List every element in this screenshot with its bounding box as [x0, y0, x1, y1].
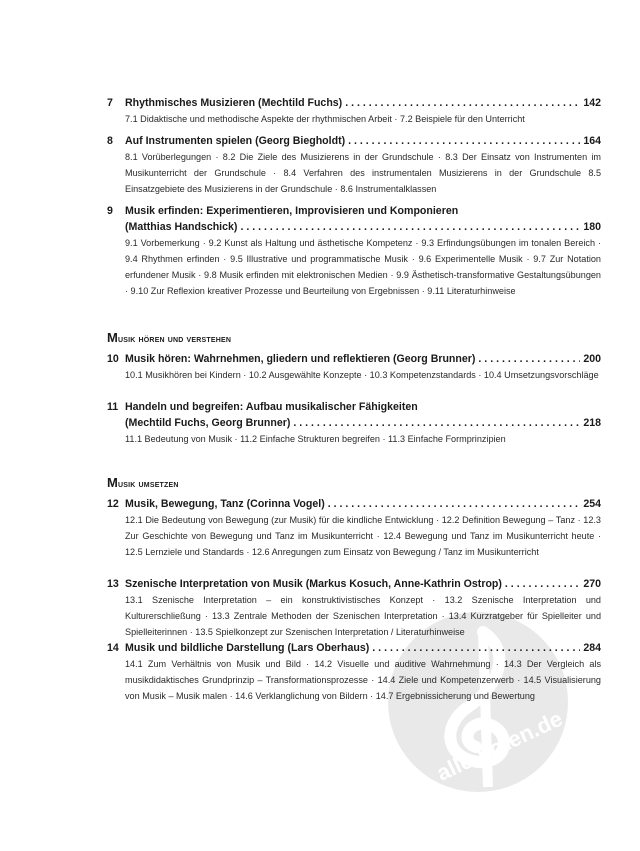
- dot-leader: [328, 496, 581, 512]
- dot-leader: [345, 95, 580, 111]
- page-number: 142: [583, 97, 601, 109]
- toc-entry-9[interactable]: [107, 203, 601, 299]
- chapter-title[interactable]: Musik erfinden: Experimentieren, Improvisieren und Komponieren: [125, 205, 459, 217]
- chapter-title[interactable]: Handeln und begreifen: Aufbau musikalischer Fähigkeiten: [125, 401, 418, 413]
- toc-entry-12[interactable]: [107, 496, 601, 560]
- page-number: 180: [583, 221, 601, 233]
- toc-entry-7[interactable]: [107, 95, 601, 127]
- chapter-number: 9: [107, 205, 113, 217]
- toc-entry-13[interactable]: [107, 576, 601, 640]
- chapter-number: 10: [107, 353, 119, 365]
- toc-entry-10[interactable]: [107, 351, 601, 383]
- subsections: 10.1 Musikhören bei Kindern · 10.2 Ausgewählte Konzepte · 10.3 Kompetenzstandards · 10.4 Umsetzungsvorschläge: [125, 370, 599, 380]
- section-initial: M: [107, 475, 119, 490]
- chapter-number: 8: [107, 135, 113, 147]
- chapter-title[interactable]: Musik, Bewegung, Tanz (Corinna Vogel): [125, 498, 325, 510]
- chapter-number: 13: [107, 578, 119, 590]
- page-number: 270: [583, 578, 601, 590]
- toc-entry-11[interactable]: [107, 399, 601, 447]
- chapter-number: 11: [107, 401, 119, 413]
- subsections: 9.1 Vorbemerkung · 9.2 Kunst als Haltung und ästhetische Kompetenz · 9.3 Erfindungsübungen im tonalen Bereich · 9.4 Rhythmen erfinden · 9.5 Illustrative und programmatische Musik · 9.6 Experimentelle Musik · 9.7 Zur Notation erfundener Musik · 9.8 Musik erfinden mit elektronischen Medien · 9.9 Ästhetisch-transformative Gestaltungsübungen · 9.10 Zur Reflexion kreativer Prozesse und Beurteilung von Ergebnissen · 9.11 Literaturhinweise: [125, 238, 601, 296]
- subsections: 8.1 Vorüberlegungen · 8.2 Die Ziele des Musizierens in der Grundschule · 8.3 Der Einsatz von Instrumenten im Musikunterricht der Grundschule · 8.4 Verfahren des instrumentalen Musizierens in der Grundschule 8.5 Einsatzgebiete des Musizierens in der Grundschule · 8.6 Instrumentalklassen: [125, 152, 601, 194]
- chapter-title[interactable]: Szenische Interpretation von Musik (Markus Kosuch, Anne-Kathrin Ostrop): [125, 578, 502, 590]
- section-title: usik hören und verstehen: [118, 334, 232, 345]
- page-number: 164: [583, 135, 601, 147]
- chapter-number: 14: [107, 642, 119, 654]
- toc-entry-8[interactable]: [107, 133, 601, 197]
- page-number: 284: [583, 642, 601, 654]
- page-number: 218: [583, 417, 601, 429]
- dot-leader: [240, 219, 580, 235]
- watermark-text: alle-noten.de: [432, 705, 567, 786]
- dot-leader: [505, 576, 580, 592]
- page-number: 254: [583, 498, 601, 510]
- dot-leader: [293, 415, 580, 431]
- toc-entry-14[interactable]: [107, 640, 601, 704]
- chapter-author[interactable]: (Matthias Handschick): [125, 221, 238, 233]
- chapter-number: 12: [107, 498, 119, 510]
- subsections: 7.1 Didaktische und methodische Aspekte der rhythmischen Arbeit · 7.2 Beispiele für den Unterricht: [125, 114, 525, 124]
- chapter-title[interactable]: Rhythmisches Musizieren (Mechtild Fuchs): [125, 97, 343, 109]
- dot-leader: [478, 351, 580, 367]
- chapter-title[interactable]: Musik hören: Wahrnehmen, gliedern und reflektieren (Georg Brunner): [125, 353, 476, 365]
- chapter-title[interactable]: Musik und bildliche Darstellung (Lars Oberhaus): [125, 642, 370, 654]
- subsections: 11.1 Bedeutung von Musik · 11.2 Einfache Strukturen begreifen · 11.3 Einfache Formprinzipien: [125, 434, 506, 444]
- section-title: usik umsetzen: [118, 479, 179, 490]
- section-heading-hoeren: [107, 330, 231, 345]
- chapter-author[interactable]: (Mechtild Fuchs, Georg Brunner): [125, 417, 291, 429]
- section-heading-umsetzen: [107, 475, 179, 490]
- dot-leader: [372, 640, 580, 656]
- chapter-title[interactable]: Auf Instrumenten spielen (Georg Biegholdt): [125, 135, 346, 147]
- subsections: 14.1 Zum Verhältnis von Musik und Bild · 14.2 Visuelle und auditive Wahrnehmung · 14.3 Der Vergleich als musikdidaktisches Grundprinzip – Transformationsprozesse · 14.4 Ziele und Kompetenzerwerb · 14.5 Visualisierung von Musik – Musik malen · 14.6 Verklanglichung von Bildern · 14.7 Ergebnissicherung und Bewertung: [125, 659, 601, 701]
- chapter-number: 7: [107, 97, 113, 109]
- section-initial: M: [107, 330, 119, 345]
- subsections: 12.1 Die Bedeutung von Bewegung (zur Musik) für die kindliche Entwicklung · 12.2 Definition Bewegung – Tanz · 12.3 Zur Geschichte von Bewegung und Tanz im Musikunterricht · 12.4 Bewegung und Tanz im Musikunterricht heute · 12.5 Lernziele und Standards · 12.6 Anregungen zum Einsatz von Bewegung / Tanz im Musikunterricht: [125, 515, 601, 557]
- subsections: 13.1 Szenische Interpretation – ein konstruktivistisches Konzept · 13.2 Szenische Interpretation und Kulturerschließung · 13.3 Zentrale Methoden der Szenischen Interpretation · 13.4 Kurzratgeber für Spielleiter und Spielleiterinnen · 13.5 Spielkonzept zur Szenischen Interpretation / Literaturhinweise: [125, 595, 601, 637]
- page-number: 200: [583, 353, 601, 365]
- dot-leader: [348, 133, 580, 149]
